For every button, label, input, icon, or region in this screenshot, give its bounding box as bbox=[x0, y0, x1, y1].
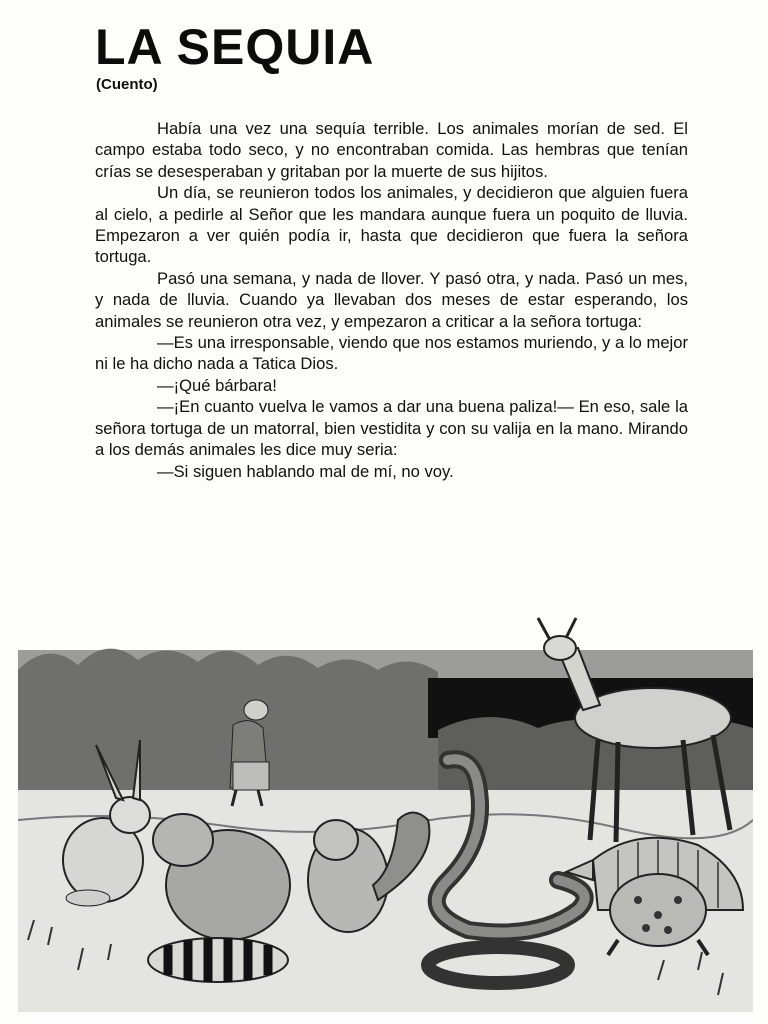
page-title: LA SEQUIA bbox=[95, 19, 375, 75]
story-paragraph: —Si siguen hablando mal de mí, no voy. bbox=[157, 461, 454, 481]
story-paragraph: Había una vez una sequía terrible. Los animales morían de sed. El campo estaba todo seco, y no encontraban comida. Las hembras que tenían crías se desesperaban y gritaban por la muerte de sus hijitos. bbox=[95, 119, 688, 181]
story-text bbox=[95, 118, 688, 482]
story-paragraph: Pasó una semana, y nada de llover. Y pasó otra, y nada. Pasó un mes, y nada de lluvia. Cuando ya llevaban dos meses de estar esperando, los animales se reunieron otra vez, y empezaron a criticar a la señora tortuga: bbox=[95, 268, 688, 331]
raccoon-tail bbox=[148, 938, 288, 982]
animals-illustration bbox=[18, 610, 753, 1012]
story-paragraph: —¡Qué bárbara! bbox=[157, 375, 277, 395]
story-paragraph: —Es una irresponsable, viendo que nos estamos muriendo, y a lo mejor ni le ha dicho nada a Tatica Dios. bbox=[95, 333, 688, 374]
story-paragraph: —¡En cuanto vuelva le vamos a dar una buena paliza!— En eso, sale la señora tortuga de un matorral, bien vestidita y con su valija en la mano. Mirando a los demás animales les dice muy seria: bbox=[95, 397, 688, 460]
story-paragraph: Un día, se reunieron todos los animales, y decidieron que alguien fuera al cielo, a pedirle al Señor que les mandara aunque fuera un poquito de lluvia. Empezaron a ver quién podía ir, hasta que decidieron que fuera la señora tortuga. bbox=[95, 183, 688, 267]
page-subtitle: (Cuento) bbox=[96, 76, 158, 93]
